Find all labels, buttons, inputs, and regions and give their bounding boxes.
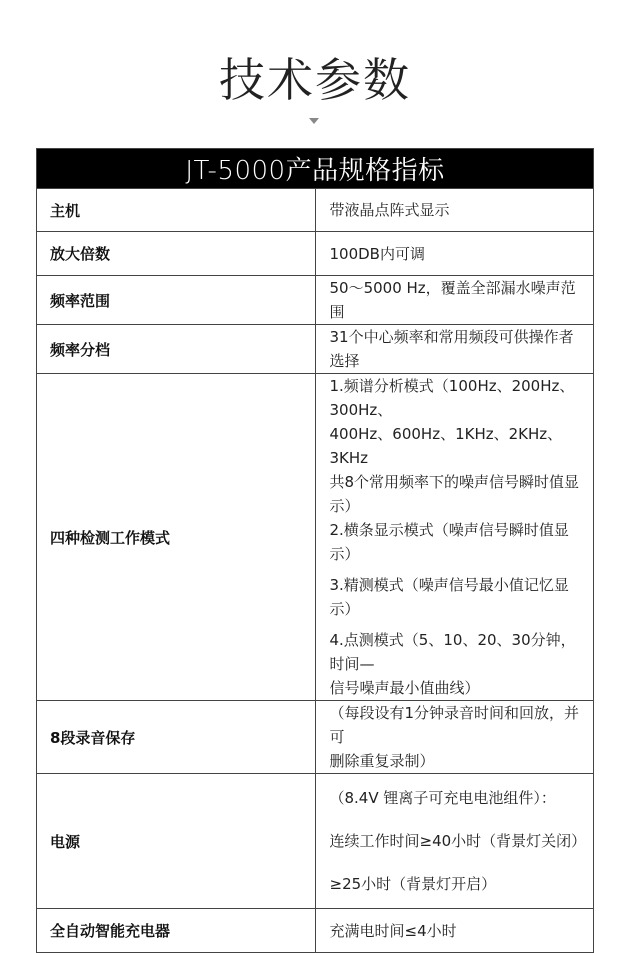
chevron-down-icon — [309, 118, 319, 124]
table-row — [37, 701, 594, 774]
row-value — [315, 701, 594, 774]
row-value: 带液晶点阵式显示 — [315, 189, 594, 232]
table-row — [37, 276, 594, 325]
value-line: 3.精测模式（噪声信号最小值记忆显示） — [329, 576, 569, 618]
value-line: 共8个常用频率下的噪声信号瞬时值显示） — [329, 473, 580, 515]
spec-table — [36, 148, 594, 953]
table-row — [37, 232, 594, 276]
value-line: 4.点测模式（5、10、20、30分钟，时间— — [329, 631, 576, 673]
row-label: 主机 — [37, 189, 316, 232]
value-line: 删除重复录制） — [329, 752, 435, 770]
table-row — [37, 325, 594, 374]
table-row — [37, 189, 594, 232]
value-line: 2.横条显示模式（噪声信号瞬时值显示） — [329, 521, 569, 563]
row-label: 电源 — [37, 774, 316, 909]
row-value: 充满电时间≤4小时 — [315, 909, 594, 953]
value-line: 信号噪声最小值曲线） — [329, 679, 480, 697]
value-line: （每段设有1分钟录音时间和回放，并可 — [329, 704, 580, 746]
row-value — [315, 774, 594, 909]
table-row — [37, 374, 594, 701]
table-row — [37, 774, 594, 909]
row-value: 100DB内可调 — [315, 232, 594, 276]
table-row — [37, 909, 594, 953]
row-label: 四种检测工作模式 — [37, 374, 316, 701]
row-label: 8段录音保存 — [37, 701, 316, 774]
row-label: 频率范围 — [37, 276, 316, 325]
table-header-row — [37, 149, 594, 189]
page-title: 技术参数 — [219, 53, 411, 107]
row-value — [315, 374, 594, 701]
value-line: 400Hz、600Hz、1KHz、2KHz、3KHz — [329, 425, 563, 467]
row-value: 31个中心频率和常用频段可供操作者选择 — [315, 325, 594, 374]
row-label: 频率分档 — [37, 325, 316, 374]
row-label: 放大倍数 — [37, 232, 316, 276]
value-line: ≥25小时（背景灯开启） — [329, 875, 497, 893]
value-line: 连续工作时间≥40小时（背景灯关闭） — [329, 832, 587, 850]
table-header: JT-5000产品规格指标 — [37, 149, 594, 189]
row-label: 全自动智能充电器 — [37, 909, 316, 953]
value-line: （8.4V 锂离子可充电电池组件）： — [329, 789, 556, 807]
row-value: 50～5000 Hz，覆盖全部漏水噪声范围 — [315, 276, 594, 325]
value-line: 1.频谱分析模式（100Hz、200Hz、300Hz、 — [329, 377, 575, 419]
